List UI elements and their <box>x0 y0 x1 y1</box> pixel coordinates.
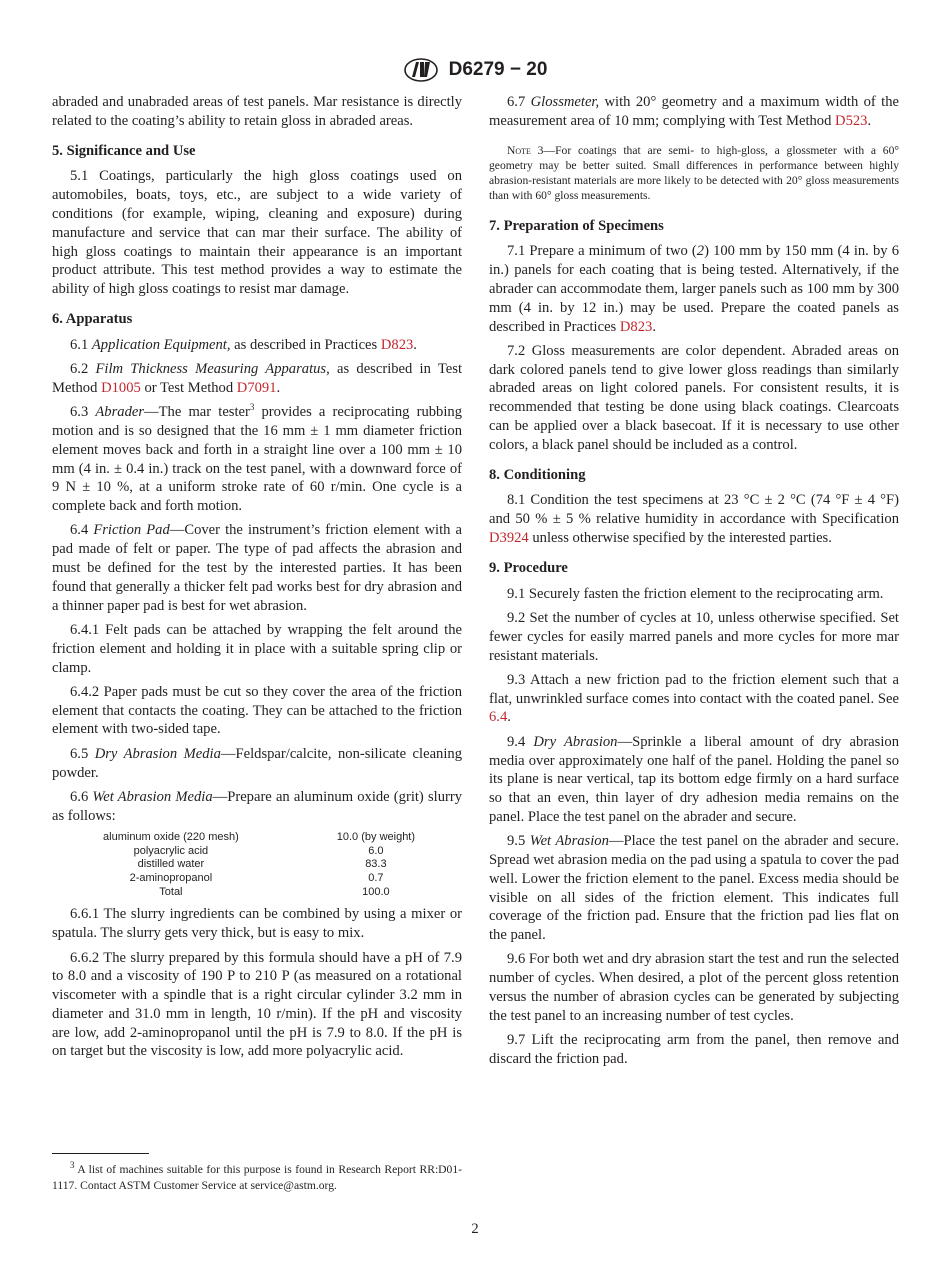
text-run: Friction Pad <box>93 522 170 539</box>
table-row <box>52 858 462 872</box>
paragraph <box>52 683 462 739</box>
ingredient-cell: aluminum oxide (220 mesh) <box>103 830 239 843</box>
text-run: provides a reciprocating rubbing motion and is so designed that the 16 mm ± 1 mm diameter friction element moves back and forth in a straight line over a 100 mm ± 10 mm (4 in. ± 0.4 in.) track on the test panel, with a downward force of 9 N ± 10 %, at a uniform stroke rate of 60 r/min. One cycle is a complete back and forth motion. <box>52 404 463 515</box>
section-heading <box>489 559 899 578</box>
reference-link[interactable]: D823 <box>380 336 414 353</box>
paragraph <box>489 832 899 945</box>
text-run: 6.7 <box>507 94 531 110</box>
reference-link[interactable]: D7091 <box>236 379 277 396</box>
text-run: —Cover the instrument’s friction element with a pad made of felt or paper. The type of pad affects the abrasion and must be defined for the test by the interested parties. It has been found that generally a thicker felt pad works best for dry abrasion and a thinner paper pad is best for wet abrasion. <box>52 522 463 614</box>
paragraph <box>489 733 899 827</box>
left-column <box>52 93 462 1067</box>
text-run: —Sprinkle a liberal amount of dry abrasion media over approximately one half of the panel. Holding the panel so its plane is near vertical, tap its bottom edge firmly on a hard surface so that an even, thin layer of dry adhesion media remains on the panel. Place the test panel on the abrader and secure. <box>489 733 899 825</box>
table-row <box>52 872 462 886</box>
document-code: D6279 − 20 <box>448 59 548 80</box>
text-run: Note 3 <box>507 143 544 157</box>
paragraph <box>489 609 899 665</box>
footnote-rule <box>52 1153 149 1154</box>
paragraph <box>52 403 462 516</box>
text-run: . <box>413 336 417 353</box>
reference-link[interactable]: 6.4 <box>489 709 508 726</box>
amount-cell: 6.0 <box>368 844 384 857</box>
text-run: —The mar tester <box>144 404 250 421</box>
paragraph <box>489 1031 899 1069</box>
paragraph <box>52 93 462 131</box>
text-run: . <box>276 379 281 396</box>
table-row <box>52 886 462 900</box>
text-run: with 20° geometry and a maximum width of the measurement area of 10 mm; complying with Test Method <box>489 94 900 129</box>
amount-cell: 0.7 <box>368 872 384 884</box>
text-run: 9.7 Lift the reciprocating arm from the panel, then remove and discard the friction pad. <box>489 1032 899 1067</box>
paragraph <box>52 949 462 1062</box>
text-run: 6.5 <box>70 745 95 762</box>
text-run: 5.1 Coatings, particularly the high gloss coatings used on automobiles, boats, toys, etc., are subject to a wide variety of conditions (for example, wiping, cleaning and exposure) during manufacture and service that can mar their surface. The ability of high gloss coatings to maintain their appearance is an important product attribute. This test method provides a way to estimate the ability of high gloss coatings to resist mar damage. <box>52 168 462 298</box>
text-run: 6.4.1 Felt pads can be attached by wrapping the felt around the friction element and holding it in place with a suitable spring clip or clamp. <box>52 621 462 676</box>
amount-cell: 10.0 (by weight) <box>336 830 416 843</box>
footnote-text: A list of machines suitable for this purpose is found in Research Report RR:D01-1117. Contact ASTM Customer Service at service@astm.org. <box>52 1163 462 1192</box>
text-run: 7. Preparation of Specimens <box>489 217 664 234</box>
text-run: Film Thickness Measuring Apparatus, <box>95 361 330 378</box>
text-run: Abrader <box>95 404 145 421</box>
text-run: 7.2 Gloss measurements are color dependent. Abraded areas on dark colored panels tend to give lower gloss readings than similarly abraded areas on light colored panels. For consistent results, it is recommended that testing be done using black coatings. Clearcoats can be applied over a black basecoat. If it is necessary to use other colors, a black panel should be included as a control. <box>489 342 899 453</box>
text-run: 2 <box>696 243 705 260</box>
text-run: Wet Abrasion <box>529 833 609 850</box>
text-run: —Prepare an aluminum oxide (grit) slurry as follows: <box>52 788 463 824</box>
footnote-mark: 3 <box>70 1160 75 1171</box>
text-run: unless otherwise specified by the interested parties. <box>528 530 832 547</box>
reference-link[interactable]: D3924 <box>489 530 529 547</box>
text-run: 9.3 Attach a new friction pad to the friction element such that a flat, unwrinkled surface comes into contact with the coated panel. See <box>489 671 899 707</box>
text-run: as described in Practices <box>230 336 381 353</box>
paragraph <box>489 242 899 336</box>
table-row <box>52 831 462 845</box>
text-run: 7.1 Prepare a minimum of two ( <box>507 243 697 260</box>
text-run: 6.2 <box>70 361 96 378</box>
amount-cell: 100.0 <box>362 885 390 898</box>
text-run: 6.3 <box>70 404 96 421</box>
ingredient-cell: Total <box>159 885 183 898</box>
text-run: Application Equipment, <box>91 336 231 353</box>
footnote-ref: 3 <box>249 402 255 413</box>
text-run: 9.4 <box>507 733 534 750</box>
paragraph <box>489 342 899 455</box>
slurry-formula-table <box>52 831 462 900</box>
text-run: . <box>867 112 872 129</box>
astm-logo-icon <box>403 57 439 83</box>
text-run: 6. Apparatus <box>52 310 133 327</box>
section-heading <box>489 217 899 236</box>
text-run: . <box>652 318 656 335</box>
paragraph <box>52 336 462 355</box>
amount-cell: 83.3 <box>365 858 387 871</box>
text-run: 5. Significance and Use <box>52 142 196 159</box>
paragraph <box>52 745 462 783</box>
reference-link[interactable]: D523 <box>835 112 868 129</box>
paragraph <box>489 585 899 604</box>
reference-link[interactable]: D823 <box>619 318 653 335</box>
text-run: ) 100 mm by 150 mm (4 in. by 6 in.) panels for each coating that is being tested. Alternatively, if the abrader can accommodate them, larger panels such as 100 mm by 300 mm (4 in. by 12 in.) may be used. Prepare the coated panels as described in Practices <box>489 243 899 335</box>
section-heading <box>489 466 899 485</box>
text-run: 6.1 <box>70 336 92 353</box>
text-run: Glossmeter, <box>530 94 600 110</box>
paragraph <box>489 491 899 547</box>
text-run: —Feldspar/calcite, non-silicate cleaning powder. <box>52 745 462 781</box>
paragraph <box>489 93 899 131</box>
text-run: 8. Conditioning <box>489 466 586 483</box>
table-row <box>52 845 462 859</box>
page-header <box>0 57 950 83</box>
text-run: 9.5 <box>507 833 530 850</box>
text-run: 6.6 <box>70 788 93 805</box>
text-run: or Test Method <box>140 379 237 396</box>
text-run: 8.1 Condition the test specimens at 23 °C ± 2 °C (74 °F ± 4 °F) and 50 % ± 5 % relative humidity in accordance with Specification <box>489 492 899 528</box>
right-column <box>489 93 899 1074</box>
section-heading <box>52 142 462 161</box>
paragraph <box>52 521 462 615</box>
text-run: 6.6.2 The slurry prepared by this formula should have a pH of 7.9 to 8.0 and a viscosity of 190 P to 210 P (as measured on a rotational viscometer with a spindle that is a right circular cylinder 3.2 mm in diameter and 31.0 mm in length, 10 r/min). If the pH and viscosity are low, add 2-aminopropanol until the pH is 7.9 to 8.0. If the pH is on target but the viscosity is low, add more polyacrylic acid. <box>52 949 462 1060</box>
ingredient-cell: 2-aminopropanol <box>129 872 213 884</box>
paragraph <box>52 788 462 826</box>
text-run: 6.4.2 Paper pads must be cut so they cover the area of the friction element that contacts the coating. They can be attached to the friction element with two-sided tape. <box>52 683 462 738</box>
ingredient-cell: distilled water <box>137 858 205 871</box>
footnote <box>52 1162 462 1193</box>
text-run: 6.6.1 The slurry ingredients can be combined by using a mixer or spatula. The slurry gets very thick, but is easy to mix. <box>52 906 462 942</box>
text-run: 9.2 Set the number of cycles at 10, unless otherwise specified. Set fewer cycles for easily marred panels and more cycles for more mar resistant materials. <box>489 609 899 664</box>
text-run: —Place the test panel on the abrader and secure. Spread wet abrasion media on the pad using a spatula to cover the pad well. Lower the friction element to the panel. Excess media should be visible on all sides of the friction element. This indicates full coverage of the friction pad. Ensure that the friction pad lies flat on the panel. <box>489 833 900 944</box>
reference-link[interactable]: D1005 <box>101 379 141 396</box>
paragraph <box>489 671 899 727</box>
text-run: 9.6 For both wet and dry abrasion start the test and run the selected number of cycles. When desired, a plot of the percent gloss retention versus the number of abrasion cycles can be generated by subjecting the test panel to an increasing number of test cycles. <box>489 951 899 1024</box>
text-run: —For coatings that are semi- to high-gloss, a glossmeter with a 60° geometry may be better suited. Small differences in performance between highly abrasion-resistant materials are more likely to be detected with 20° gloss measurements than with 60° gloss measurements. <box>489 143 899 202</box>
text-run: . <box>507 709 511 726</box>
text-run: 9.1 Securely fasten the friction element to the reciprocating arm. <box>507 585 884 602</box>
paragraph <box>52 167 462 299</box>
text-run: Dry Abrasion <box>533 733 618 750</box>
text-run: abraded and unabraded areas of test panels. Mar resistance is directly related to the coating’s ability to retain gloss in abraded areas. <box>52 94 462 129</box>
page-number: 2 <box>471 1221 479 1237</box>
paragraph <box>52 360 462 398</box>
paragraph <box>52 905 462 943</box>
note <box>489 143 899 203</box>
text-run: 6.4 <box>70 522 94 539</box>
paragraph <box>52 621 462 677</box>
text-run: 9. Procedure <box>489 559 568 576</box>
text-run: Wet Abrasion Media <box>92 788 213 805</box>
paragraph <box>489 950 899 1025</box>
ingredient-cell: polyacrylic acid <box>133 844 209 857</box>
text-run: Dry Abrasion Media <box>94 745 221 762</box>
section-heading <box>52 310 462 329</box>
text-run: as described in Test Method <box>52 361 462 396</box>
